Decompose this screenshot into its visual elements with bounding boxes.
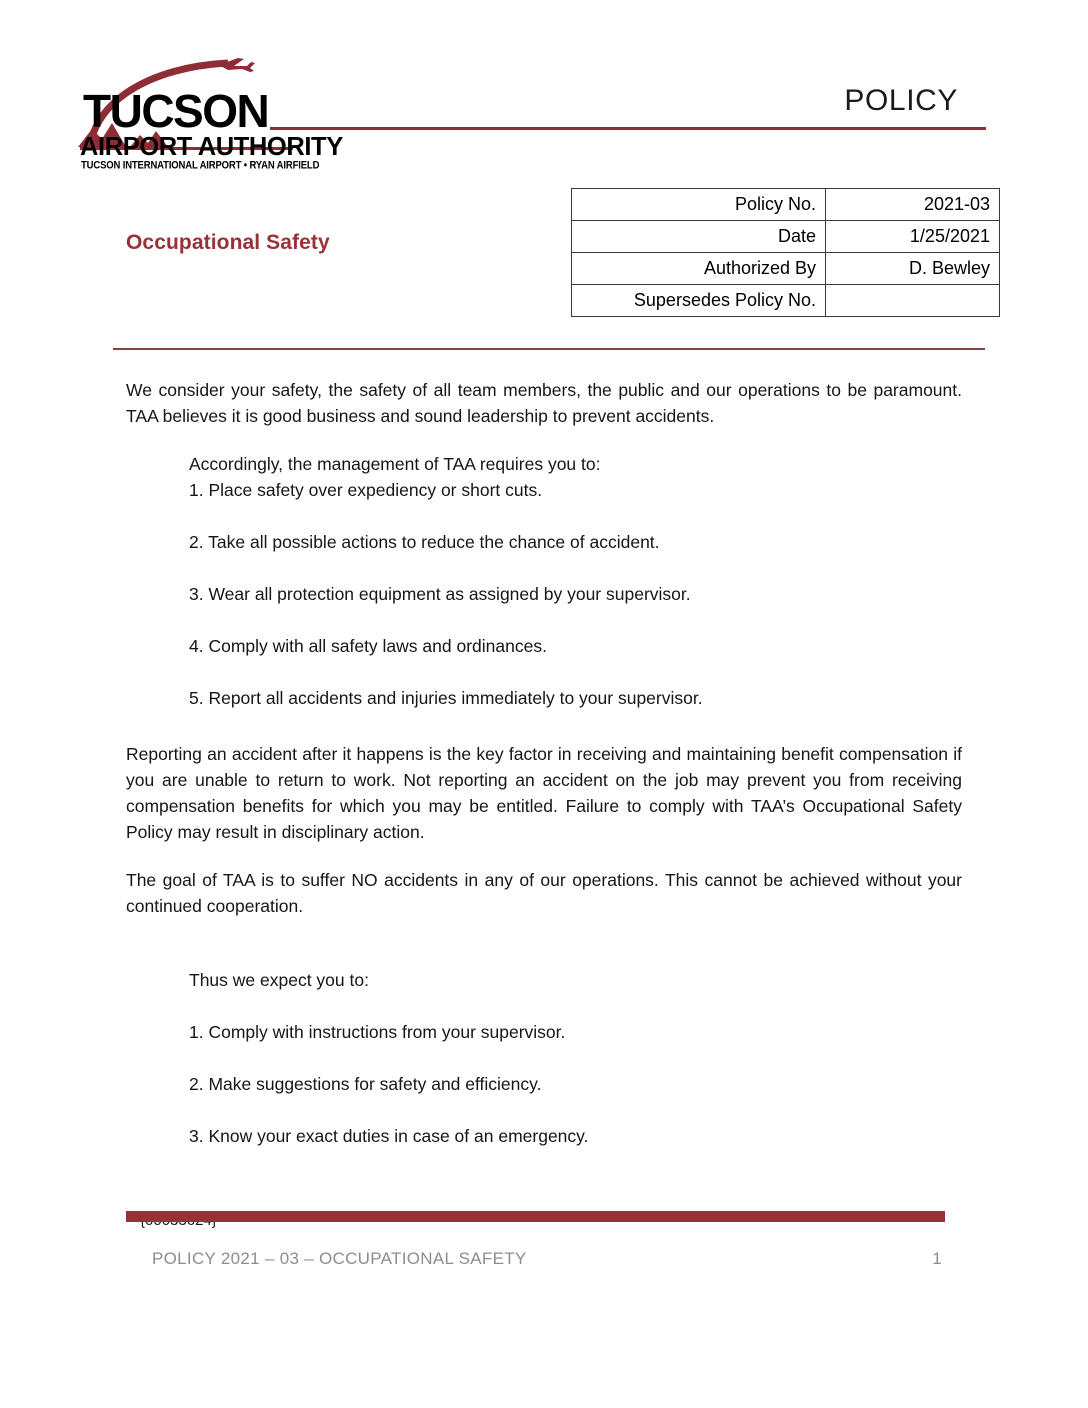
footer-policy-label: POLICY 2021 – 03 – OCCUPATIONAL SAFETY [152,1249,527,1268]
footer-page-number: 1 [932,1249,942,1268]
list-item: 3. Know your exact duties in case of an emergency. [189,1126,589,1146]
taa-logo [78,55,343,172]
page-header [0,0,1088,180]
reporting-paragraph: Reporting an accident after it happens is the key factor in receiving and maintaining benefit compensation if you are unable to return to work. Not reporting an accident on the job may prevent you from receiving compensation benefits for which you may be entitled. Failure to comply with TAA’s Occupational Safety Policy may result in disciplinary action. [126,744,962,842]
list-item: 4. Comply with all safety laws and ordinances. [189,636,547,656]
table-row [572,253,1000,285]
requirements-block [189,451,962,711]
meta-label-authorized-by: Authorized By [572,253,826,285]
goal-paragraph: The goal of TAA is to suffer NO accidents in any of our operations. This cannot be achieved without your continued cooperation. [126,870,962,916]
list-item: 5. Report all accidents and injuries immediately to your supervisor. [189,688,703,708]
meta-label-date: Date [572,221,826,253]
policy-metadata-table [571,188,1000,317]
policy-body [126,377,962,1149]
page-footer [152,1249,942,1269]
title-divider-line [113,348,985,350]
list-item: 2. Take all possible actions to reduce the chance of accident. [189,532,660,552]
logo-tagline: TUCSON INTERNATIONAL AIRPORT • RYAN AIRFIELD [81,159,320,172]
expectations-block [189,967,962,1149]
expectations-lead-in: Thus we expect you to: [189,970,369,990]
page-title: Occupational Safety [126,231,330,254]
meta-value-policy-no: 2021-03 [826,189,1000,221]
header-divider-line [270,127,986,130]
meta-value-date: 1/25/2021 [826,221,1000,253]
meta-value-authorized-by: D. Bewley [826,253,1000,285]
meta-label-policy-no: Policy No. [572,189,826,221]
document-type-label: POLICY [844,84,958,117]
table-row [572,221,1000,253]
meta-value-supersedes-policy-no [826,285,1000,317]
requirements-lead-in: Accordingly, the management of TAA requires you to: [189,454,601,474]
list-item: 1. Place safety over expediency or short cuts. [189,480,543,500]
table-row [572,285,1000,317]
footer-divider-bar [126,1211,945,1222]
logo-brand-line2: AIRPORT AUTHORITY [80,133,343,161]
list-item: 3. Wear all protection equipment as assigned by your supervisor. [189,584,691,604]
intro-paragraph: We consider your safety, the safety of all team members, the public and our operations to be paramount. TAA believes it is good business and sound leadership to prevent accidents. [126,380,962,426]
meta-label-supersedes-policy-no: Supersedes Policy No. [572,285,826,317]
svg-text:TUCSON: TUCSON [83,85,269,137]
list-item: 1. Comply with instructions from your supervisor. [189,1022,566,1042]
list-item: 2. Make suggestions for safety and efficiency. [189,1074,542,1094]
table-row [572,189,1000,221]
